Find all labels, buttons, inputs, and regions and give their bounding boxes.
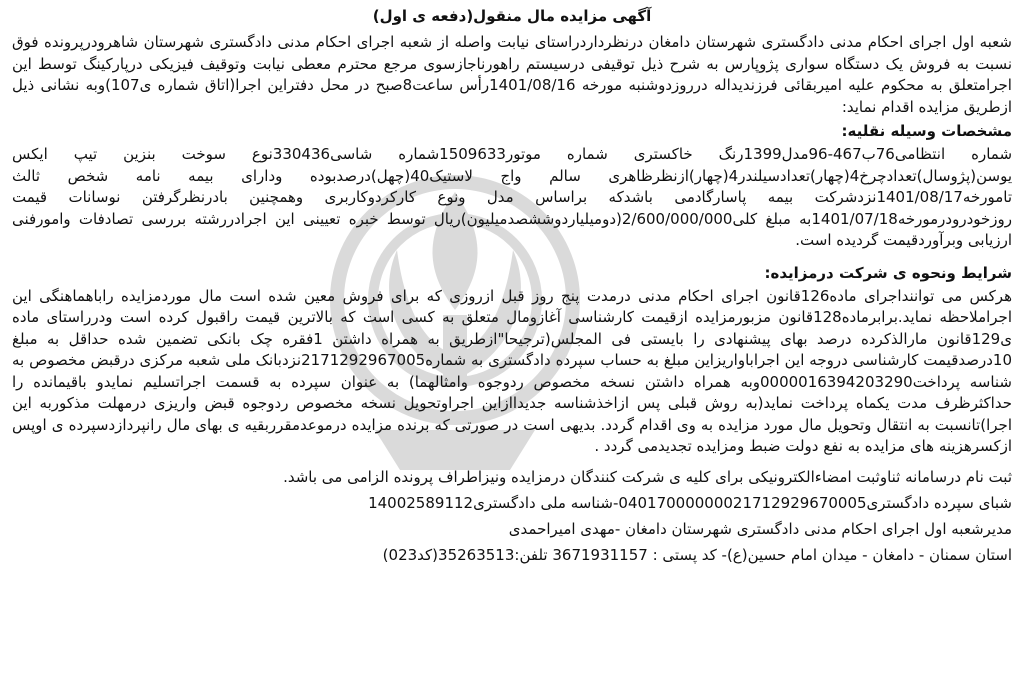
terms-heading: شرایط ونحوه ی شرکت درمزایده:	[764, 263, 1012, 282]
spacer	[12, 458, 1012, 466]
intro-paragraph: شعبه اول اجرای احکام مدنی دادگستری شهرستان دامغان درنظرداردراستای نیابت واصله از شعبه اجرای احکام مدنی دادگستری شهرستان شاهرودرپرونده فوق نسبت به فروش یک دستگاه سواری پژوپارس به شرح ذیل توقیفی درسیستم راهورناجازسوی مرجع محترم معطی نیابت وتوقیف فیزیکی درپارکینگ توسط این اجرامتعلق به محکوم علیه امیربقائی فرزندیداله درروزدوشنبه مورخه 1401/08/16رأس ساعت8صبح در محل دفتراین اجرا(اتاق شماره ی107)وبه نشانی ذیل ازطریق مزایده اقدام نماید:	[12, 33, 1012, 116]
vehicle-heading: مشخصات وسیله نقلیه:	[841, 122, 1012, 140]
vehicle-paragraph: شماره انتظامی76ب467-96مدل1399رنگ خاکستری شماره موتور1509633شماره شاسی330436نوع سوخت بنزین تیپ ایکس یوسن(پژوسال)تعدادچرخ4(چهار)تعدادسیلندر4(چهار)ازنظرظاهری سالم واج لاستیک40(چهل)درصدبوده ودارای بیمه نامه شخص ثالث تامورخه1401/08/17نزدشرکت بیمه پاسارگادمی باشدکه براساس مدل ونوع کارکردوکاربری وهمچنین بادرنظرگرفتن نوسانات قیمت روزخودرودرمورخه1401/07/18به مبلغ کلی2/600/000/000(دومیلیاردوششصدمیلیون)ریال توسط خبره تعیینی این اجرادررشته بررسی تصادفات وامورفنی ارزیابی وبرآوردقیمت گردیده است.	[12, 145, 1013, 249]
terms-paragraph: هرکس می تواننداجرای ماده126قانون اجرای احکام مدنی درمدت پنج روز قبل ازروزی که برای فروش معین شده است مال موردمزایده راباهماهنگی این اجراملاحظه نماید.برابرماده128قانون مزبورمزایده ازقیمت کارشناسی آغازومال متعلق به کسی است که بالاترین قیمت راقبول کرده است ودرراستای ماده ی129قانون مارالذکرده درصد بهای پیشنهادی را بایستی فی المجلس(ترجیحا"ازطریق به همراه داشتن 1فقره چک بانکی تضمین شده حداقل به مبلغ 10درصدقیمت کارشناسی دروجه این اجراباواریزاین مبلغ به حساب سپرده دادگستری به شماره2171292967005نزدبانک ملی شعبه مرکزی درقبض مخصوص به شناسه پرداخت0000016394203290وبه همراه داشتن نسخه مخصوص ردوجوه وامثالهما) به عنوان سپرده به قسمت اجراتسلیم نمایدو باقیمانده را حداکثرظرف مدت یکماه پرداخت نماید(به روش قبلی پس ازاخذشناسه جدیداازاین اجراوتحویل نسخه مخصوص ردوجوه قبض واریزی درمهلت مذکوربه این اجرا)تانسبت به انتقال وتحویل مال مورد مزایده به وی اقدام گردد. بدیهی است در صورتی که برنده مزایده درموعدمقرربقیه ی بهای مال رانپردازدسپرده ی اوپس ازکسرهزینه های مزایده به نفع دولت ضبط ومزایده تجدیدمی گردد .	[12, 286, 1013, 455]
manager-line: مدیرشعبه اول اجرای احکام مدنی دادگستری شهرستان دامغان -مهدی امیراحمدی	[508, 519, 1012, 538]
address-line: استان سمنان - دامغان - میدان امام حسین(ع)- کد پستی : 3671931157 تلفن:35263513(کد023)	[382, 545, 1012, 564]
spacer	[12, 252, 1012, 260]
notice-title: آگهی مزایده مال منقول(دفعه ی اول)	[372, 7, 652, 25]
sheba-line: شبای سپرده دادگستری04017000000021712929670005-شناسه ملی دادگستری14002589112	[368, 493, 1012, 512]
registration-line: ثبت نام درسامانه ثناوثبت امضاءالکترونیکی برای کلیه ی شرکت کنندگان درمزایده ونیزاطراف پرونده الزامی می باشد.	[283, 467, 1012, 486]
